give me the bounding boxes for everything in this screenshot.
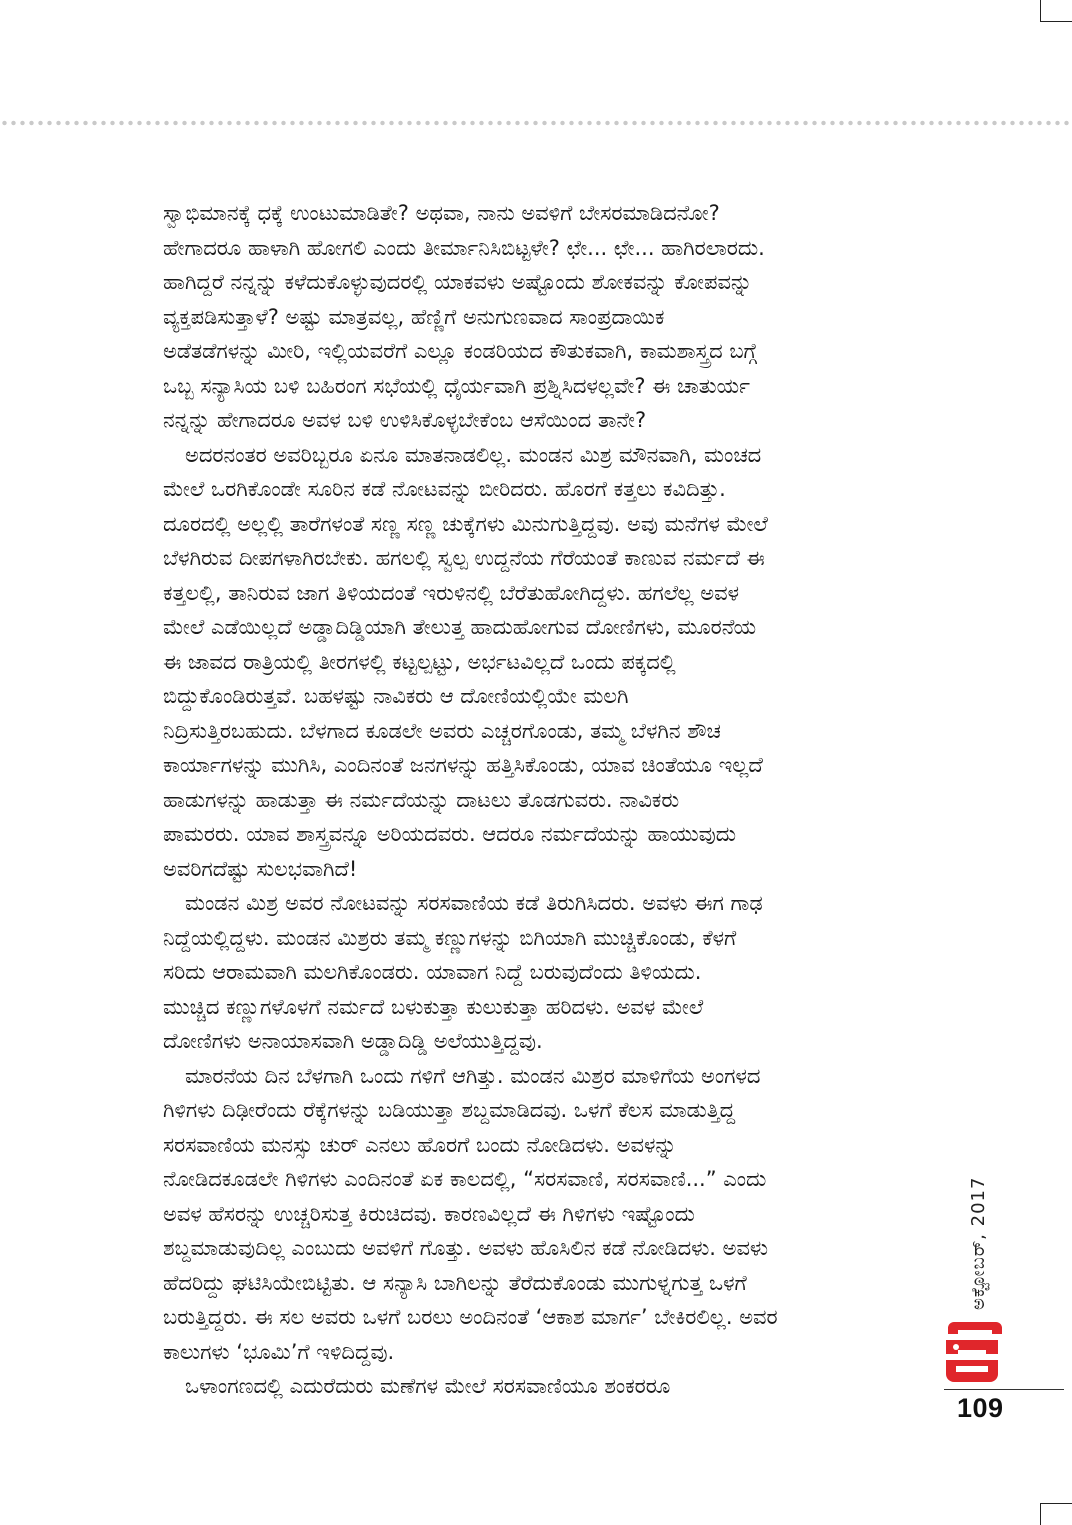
text-line: ಹೆದರಿದ್ದು ಘಟಿಸಿಯೇಬಿಟ್ಟಿತು. ಆ ಸನ್ಯಾಸಿ ಬಾಗಿಲನ್ನು ತೆರೆದುಕೊಂಡು ಮುಗುಳ್ನಗುತ್ತ ಒಳಗೆ [163,1270,747,1295]
logo-glyph-shape [948,1322,1002,1334]
text-line: ನಿದ್ರಿಸುತ್ತಿರಬಹುದು. ಬೆಳಗಾದ ಕೂಡಲೇ ಅವರು ಎಚ್ಚರಗೊಂಡು, ತಮ್ಮ ಬೆಳಗಿನ ಶೌಚ [163,718,721,743]
article-body [163,196,918,1404]
text-line: ಗಿಳಿಗಳು ದಿಢೀರೆಂದು ರೆಕ್ಕೆಗಳನ್ನು ಬಡಿಯುತ್ತಾ ಶಬ್ದಮಾಡಿದವು. ಒಳಗೆ ಕೆಲಸ ಮಾಡುತ್ತಿದ್ದ [163,1098,736,1122]
text-line: ಶಬ್ದಮಾಡುವುದಿಲ್ಲ ಎಂಬುದು ಅವಳಿಗೆ ಗೊತ್ತು. ಅವಳು ಹೊಸಿಲಿನ ಕಡೆ ನೋಡಿದಳು. ಅವಳು [163,1236,769,1260]
text-line: ವ್ಯಕ್ತಪಡಿಸುತ್ತಾಳೆ? ಅಷ್ಟು ಮಾತ್ರವಲ್ಲ, ಹೆಣ್ಣಿಗೆ ಅನುಗುಣವಾದ ಸಾಂಪ್ರದಾಯಿಕ [163,304,665,329]
text-line: ಮಂಡನ ಮಿಶ್ರ ಅವರ ನೋಟವನ್ನು ಸರಸವಾಣಿಯ ಕಡೆ ತಿರುಗಿಸಿದರು. ಅವಳು ಈಗ ಗಾಢ [185,891,763,915]
text-line: ಮುಚ್ಚಿದ ಕಣ್ಣುಗಳೊಳಗೆ ನರ್ಮದೆ ಬಳುಕುತ್ತಾ ಕುಲುಕುತ್ತಾ ಹರಿದಳು. ಅವಳ ಮೇಲೆ [163,994,704,1019]
text-line: ಅವರಿಗದೆಷ್ಟು ಸುಲಭವಾಗಿದೆ! [163,856,358,881]
text-line: ಹಾಗಿದ್ದರೆ ನನ್ನನ್ನು ಕಳೆದುಕೊಳ್ಳುವುದರಲ್ಲಿ ಯಾಕವಳು ಅಷ್ಟೊಂದು ಶೋಕವನ್ನು ಕೋಪವನ್ನು [163,270,753,294]
text-line: ಹಾಡುಗಳನ್ನು ಹಾಡುತ್ತಾ ಈ ನರ್ಮದೆಯನ್ನು ದಾಟಲು ತೊಡಗುವರು. ನಾವಿಕರು [163,787,680,812]
text-line: ಸ್ವಾಭಿಮಾನಕ್ಕೆ ಧಕ್ಕೆ ಉಂಟುಮಾಡಿತೇ? ಅಥವಾ, ನಾನು ಅವಳಿಗೆ ಬೇಸರಮಾಡಿದನೋ? [163,201,720,225]
text-line: ಒಳಾಂಗಣದಲ್ಲಿ ಎದುರೆದುರು ಮಣೆಗಳ ಮೇಲೆ ಸರಸವಾಣಿಯೂ ಶಂಕರರೂ [185,1374,671,1398]
text-line: ಒಬ್ಬ ಸನ್ಯಾಸಿಯ ಬಳಿ ಬಹಿರಂಗ ಸಭೆಯಲ್ಲಿ ಧೈರ್ಯವಾಗಿ ಪ್ರಶ್ನಿಸಿದಳಲ್ಲವೇ? ಈ ಚಾತುರ್ಯ [163,373,750,398]
text-line: ಸರಸವಾಣಿಯ ಮನಸ್ಸು ಚುರ್ ಎನಲು ಹೊರಗೆ ಬಂದು ನೋಡಿದಳು. ಅವಳನ್ನು [163,1132,677,1157]
logo-glyph-shape [956,1366,988,1372]
text-line: ಪಾಮರರು. ಯಾವ ಶಾಸ್ತ್ರವನ್ನೂ ಅರಿಯದವರು. ಆದರೂ ನರ್ಮದೆಯನ್ನು ಹಾಯುವುದು [163,822,737,846]
text-line: ಬಿದ್ದುಕೊಂಡಿರುತ್ತವೆ. ಬಹಳಷ್ಟು ನಾವಿಕರು ಆ ದೋಣಿಯಲ್ಲಿಯೇ ಮಲಗಿ [163,684,629,708]
text-line: ಈ ಜಾವದ ರಾತ್ರಿಯಲ್ಲಿ ತೀರಗಳಲ್ಲಿ ಕಟ್ಟಲ್ಪಟ್ಟು, ಅರ್ಭಟವಿಲ್ಲದೆ ಒಂದು ಪಕ್ಕದಲ್ಲಿ [163,649,676,674]
crop-mark-bottom [1040,1503,1072,1525]
crop-mark-top [1040,0,1072,22]
text-line: ನೋಡಿದಕೂಡಲೇ ಗಿಳಿಗಳು ಎಂದಿನಂತೆ ಏಕ ಕಾಲದಲ್ಲಿ, “ಸರಸವಾಣಿ, ಸರಸವಾಣಿ...” ಎಂದು [163,1167,767,1191]
text-line: ಕಾರ್ಯಾಗಳನ್ನು ಮುಗಿಸಿ, ಎಂದಿನಂತೆ ಜನಗಳನ್ನು ಹತ್ತಿಸಿಕೊಂಡು, ಯಾವ ಚಿಂತೆಯೂ ಇಲ್ಲದೆ [163,753,763,777]
text-line: ನಿದ್ದೆಯಲ್ಲಿದ್ದಳು. ಮಂಡನ ಮಿಶ್ರರು ತಮ್ಮ ಕಣ್ಣುಗಳನ್ನು ಬಿಗಿಯಾಗಿ ಮುಚ್ಚಿಕೊಂಡು, ಕೆಳಗೆ [163,925,737,950]
page-number: 109 [957,1393,1004,1423]
text-line: ಕಾಲುಗಳು ‘ಭೂಮಿ’ಗೆ ಇಳಿದಿದ್ದವು. [163,1339,395,1364]
text-line: ಬೆಳಗಿರುವ ದೀಪಗಳಾಗಿರಬೇಕು. ಹಗಲಲ್ಲಿ ಸ್ವಲ್ಪ ಉದ್ದನೆಯ ಗೆರೆಯಂತೆ ಕಾಣುವ ನರ್ಮದೆ ಈ [163,546,765,570]
text-line: ಅದರನಂತರ ಅವರಿಬ್ಬರೂ ಏನೂ ಮಾತನಾಡಲಿಲ್ಲ. ಮಂಡನ ಮಿಶ್ರ ಮೌನವಾಗಿ, ಮಂಚದ [185,442,762,467]
text-line: ಹೇಗಾದರೂ ಹಾಳಾಗಿ ಹೋಗಲಿ ಎಂದು ತೀರ್ಮಾನಿಸಿಬಿಟ್ಟಳೇ? ಛೇ... ಛೇ... ಹಾಗಿರಲಾರದು. [163,235,765,260]
magazine-logo-mark [942,1318,1002,1390]
header-dotted-rule [0,120,1072,126]
folio-rule [944,1389,1064,1390]
text-line: ಮೇಲೆ ಒರಗಿಕೊಂಡೇ ಸೂರಿನ ಕಡೆ ನೋಟವನ್ನು ಬೀರಿದರು. ಹೊರಗೆ ಕತ್ತಲು ಕವಿದಿತ್ತು. [163,477,726,501]
text-line: ದೂರದಲ್ಲಿ ಅಲ್ಲಲ್ಲಿ ತಾರೆಗಳಂತೆ ಸಣ್ಣ ಸಣ್ಣ ಚುಕ್ಕೆಗಳು ಮಿನುಗುತ್ತಿದ್ದವು. ಅವು ಮನೆಗಳ ಮೇಲೆ [163,511,768,536]
magazine-logo [942,1318,1002,1390]
text-line: ಅವಳ ಹೆಸರನ್ನು ಉಚ್ಚರಿಸುತ್ತ ಕಿರುಚಿದವು. ಕಾರಣವಿಲ್ಲದೆ ಈ ಗಿಳಿಗಳು ಇಷ್ಟೊಂದು [163,1201,695,1226]
text-line: ನನ್ನನ್ನು ಹೇಗಾದರೂ ಅವಳ ಬಳಿ ಉಳಿಸಿಕೊಳ್ಳಬೇಕೆಂಬ ಆಸೆಯಿಂದ ತಾನೇ? [163,408,647,432]
text-line: ಸರಿದು ಆರಾಮವಾಗಿ ಮಲಗಿಕೊಂಡರು. ಯಾವಾಗ ನಿದ್ದೆ ಬರುವುದೆಂದು ತಿಳಿಯದು. [163,960,702,984]
text-line: ಅಡೆತಡೆಗಳನ್ನು ಮೀರಿ, ಇಲ್ಲಿಯವರೆಗೆ ಎಲ್ಲೂ ಕಂಡರಿಯದ ಕೌತುಕವಾಗಿ, ಕಾಮಶಾಸ್ತ್ರದ ಬಗ್ಗೆ [163,339,757,363]
issue-date-vertical [968,1080,998,1310]
text-line: ಮೇಲೆ ಎಡೆಯಿಲ್ಲದೆ ಅಡ್ಡಾದಿಡ್ಡಿಯಾಗಿ ತೇಲುತ್ತ ಹಾದುಹೋಗುವ ದೋಣಿಗಳು, ಮೂರನೆಯ [163,615,757,639]
text-line: ಮಾರನೆಯ ದಿನ ಬೆಳಗಾಗಿ ಒಂದು ಗಳಿಗೆ ಆಗಿತ್ತು. ಮಂಡನ ಮಿಶ್ರರ ಮಾಳಿಗೆಯ ಅಂಗಳದ [185,1063,761,1088]
logo-glyph-shape [953,1344,959,1350]
text-line: ಬರುತ್ತಿದ್ದರು. ಈ ಸಲ ಅವರು ಒಳಗೆ ಬರಲು ಅಂದಿನಂತೆ ‘ಆಕಾಶ ಮಾರ್ಗ’ ಬೇಕಿರಲಿಲ್ಲ. ಅವರ [163,1305,778,1329]
text-line: ಕತ್ತಲಲ್ಲಿ, ತಾನಿರುವ ಜಾಗ ತಿಳಿಯದಂತೆ ಇರುಳಿನಲ್ಲಿ ಬೆರೆತುಹೋಗಿದ್ದಳು. ಹಗಲೆಲ್ಲ ಅವಳ [163,580,739,605]
issue-date: ಅಕ್ಟೋಬರ್, 2017 [968,1176,989,1310]
text-line: ದೋಣಿಗಳು ಅನಾಯಾಸವಾಗಿ ಅಡ್ಡಾದಿಡ್ಡಿ ಅಲೆಯುತ್ತಿದ್ದವು. [163,1029,543,1053]
logo-wordmark [946,1322,1002,1382]
